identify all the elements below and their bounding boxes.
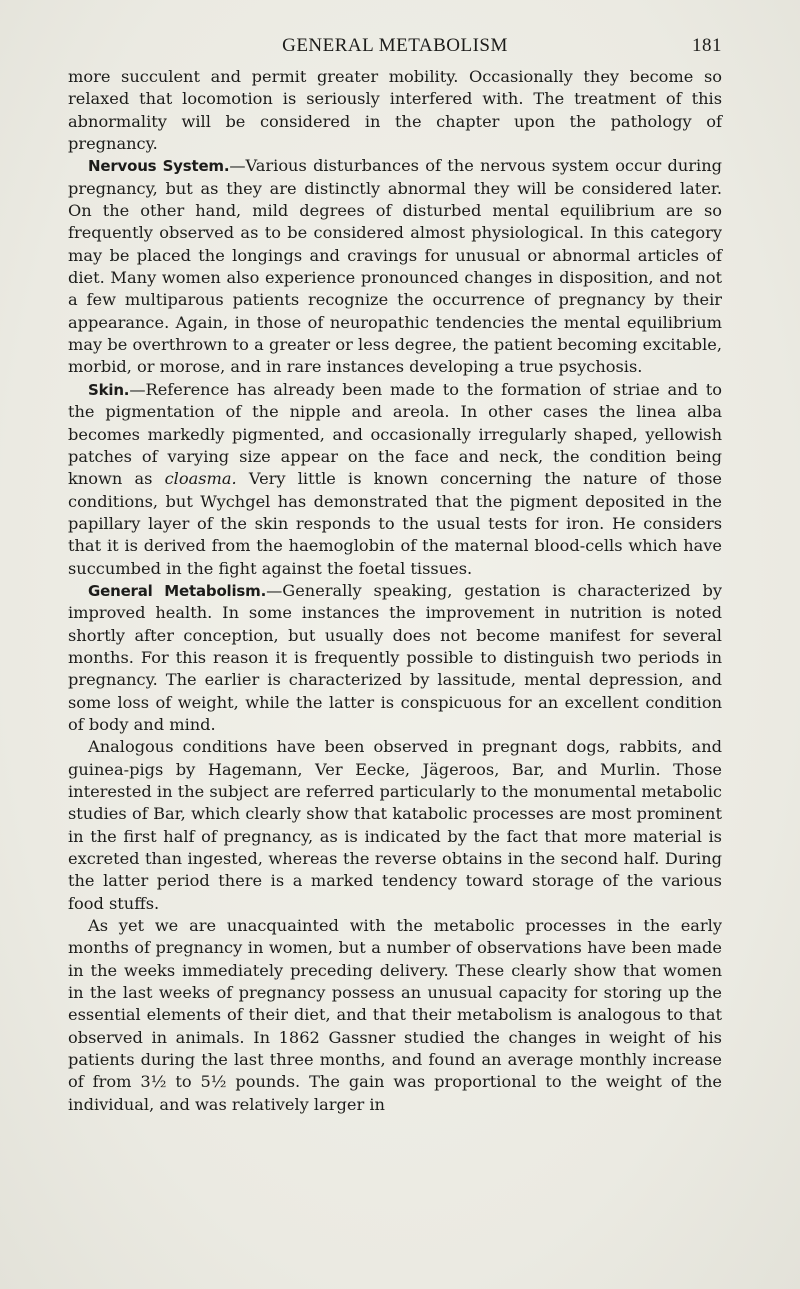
italic-term: cloasma. (164, 469, 237, 489)
running-title: GENERAL METABOLISM (282, 35, 508, 56)
paragraph-text: —Various disturbances of the nervous system occur during pregnancy, but as they are distinctly abnormal they will be considered later. On the other hand, mild degrees of disturbed mental equilibrium are so frequently observed as to be considered almost physiological. In this category may be placed the longings and cravings for unusual or abnormal articles of diet. Many women also experience pronounced changes in disposition, and not a few multiparous patients recognize the occurrence of pregnancy by their appearance. Again, in those of neuropathic tendencies the mental equilibrium may be overthrown to a greater or less degree, the patient becoming excitable, morbid, or morose, and in rare instances developing a true psychosis. (68, 156, 723, 377)
paragraph-text: —Generally speaking, gestation is characterized by improved health. In some instances the improvement in nutrition is noted shortly after conception, but usually does not become manifest for several months. For this reason it is frequently possible to distinguish two periods in pregnancy. The earlier is characterized by lassitude, mental depression, and some loss of weight, while the latter is conspicuous for an excellent condition of body and mind. (68, 580, 722, 734)
section-heading-general-metabolism: General Metabolism. (88, 581, 267, 600)
paragraph-metabolic-processes: As yet we are unacquainted with the metabolic processes in the early months of pregnancy in women, but a number of observations have been made in the weeks immediately preceding delivery. These clearly show that women in the last weeks of pregnancy possess an unusual capacity for storing up the essential elements of their diet, and that their metabolism is analogous to that observed in animals. In 1862 Gassner studied the changes in weight of his patients during the last three months, and found an average monthly increase of from 3½ to 5½ pounds. The gain was proportional to the weight of the individual, and was relatively larger in (68, 916, 722, 1114)
section-heading-nervous-system: Nervous System. (88, 157, 230, 176)
body-text (68, 66, 722, 1116)
paragraph-continued: more succulent and permit greater mobility. Occasionally they become so relaxed that locomotion is seriously interfered with. The treatment of this abnormality will be considered in the chapter upon the pathology of pregnancy. (68, 67, 722, 154)
paragraph-analogous-conditions: Analogous conditions have been observed in pregnant dogs, rabbits, and guinea-pigs by Hagemann, Ver Eecke, Jägeroos, Bar, and Murlin. Those interested in the subject are referred particularly to the monumental metabolic studies of Bar, which clearly show that katabolic processes are most prominent in the first half of pregnancy, as is indicated by the fact that more material is excreted than ingested, whereas the reverse obtains in the second half. During the latter period there is a marked tendency toward storage of the various food stuffs. (68, 737, 722, 913)
paragraph-nervous-system (68, 155, 722, 378)
page-header (68, 35, 722, 59)
paragraph-text: —Reference has already been made to the formation of striae and to the pigmentation of the nipple and areola. In other cases the linea alba becomes markedly pigmented, and occasionally irregularly shaped, yellowish patches of varying size appear on the face and neck, the condition being known as (68, 379, 722, 489)
paragraph-general-metabolism (68, 580, 722, 736)
paragraph-text: Very little is known concerning the nature of those conditions, but Wychgel has demonstrated that the pigment deposited in the papillary layer of the skin responds to the usual tests for iron. He considers that it is derived from the haemoglobin of the maternal blood-cells which have succumbed in the fight against the foetal tissues. (68, 469, 722, 578)
page-number: 181 (692, 35, 722, 56)
paragraph-skin (68, 379, 722, 580)
section-heading-skin: Skin. (88, 380, 130, 399)
